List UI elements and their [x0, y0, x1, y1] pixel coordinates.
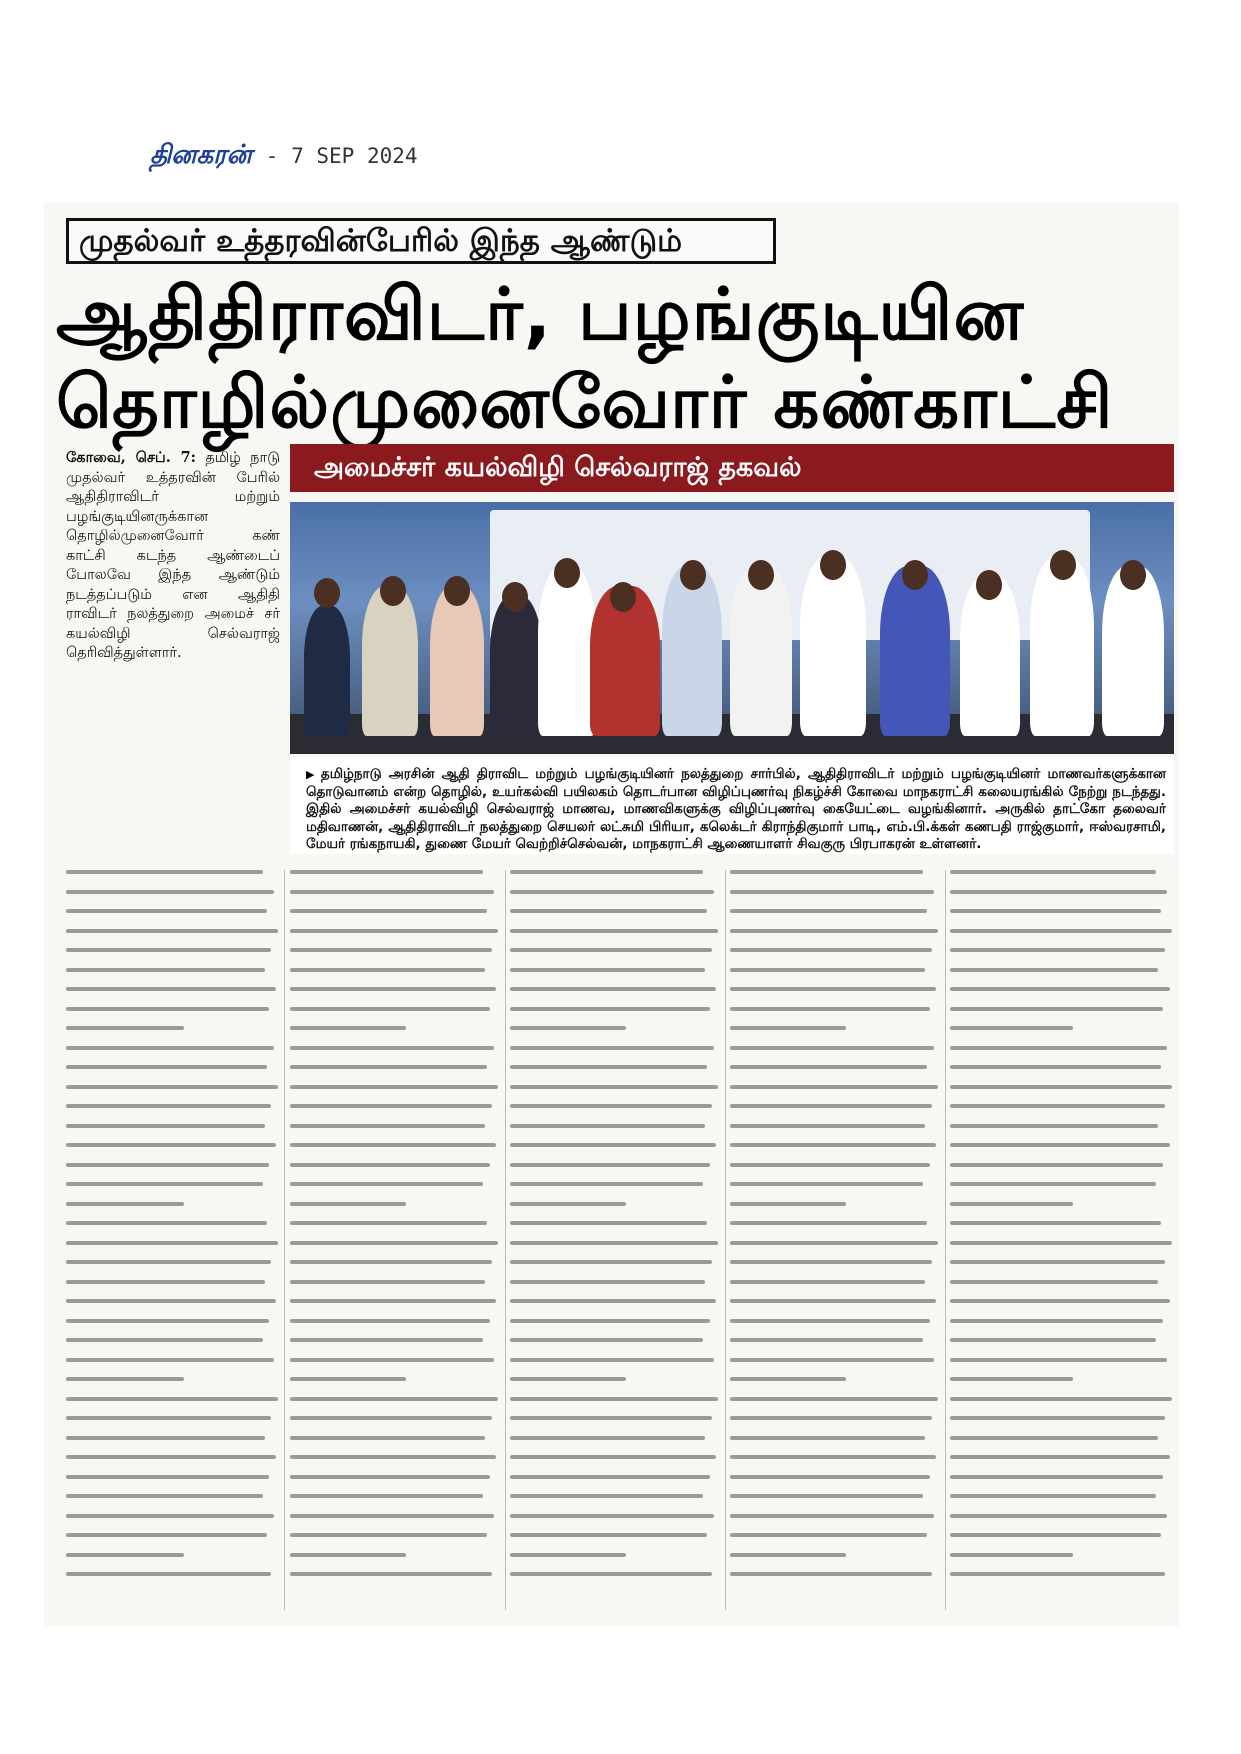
text-line: [290, 1572, 492, 1576]
text-line: [290, 1416, 492, 1420]
text-line: [510, 1085, 718, 1089]
text-line: [950, 1475, 1163, 1479]
text-line: [950, 968, 1158, 972]
text-line: [730, 1182, 923, 1186]
masthead: [150, 140, 418, 180]
caption-text: தமிழ்நாடு அரசின் ஆதி திராவிட மற்றும் பழங்குடியினர் நலத்துறை சார்பில், ஆதிதிராவிடர் மற்றும் பழங்குடியினர் மாணவர்களுக்கான தொடுவானம் என்ற தொழில், உயர்கல்வி பயிலகம் தொடர்பான விழிப்புணர்வு நிகழ்ச்சி கோவை மாநகராட்சி கலையரங்கில் நேற்று நடந்தது. இதில் அமைச்சர் கயல்விழி செல்வராஜ் மாணவ, மாணவிகளுக்கு விழிப்புணர்வு கையேட்டை வழங்கினார். அருகில் தாட்கோ தலைவர் மதிவாணன், ஆதிதிராவிடர் நலத்துறை செயலர் லட்சுமி பிரியா, கலெக்டர் கிராந்திகுமார் பாடி, எம்.பி.க்கள் கணபதி ராஜ்குமார், ஈஸ்வரசாமி, மேயர் ரங்கநாயகி, துணை மேயர் வெற்றிச்செல்வன், மாநகராட்சி ஆணையாளர் சிவகுரு பிரபாகரன் உள்ளனர்.: [306, 766, 1166, 852]
text-line: [510, 1397, 718, 1401]
text-line: [950, 1299, 1170, 1303]
text-line: [730, 1553, 846, 1557]
text-line: [510, 1007, 710, 1011]
text-line: [950, 909, 1161, 913]
text-line: [730, 1026, 846, 1030]
text-line: [290, 1007, 490, 1011]
text-line: [290, 1260, 492, 1264]
text-line: [950, 1143, 1170, 1147]
text-line: [66, 1124, 265, 1128]
text-line: [950, 1338, 1156, 1342]
text-line: [290, 1455, 496, 1459]
text-line: [66, 1202, 184, 1206]
text-line: [66, 1514, 274, 1518]
lead-text: தமிழ் நாடு முதல்வர் உத்தரவின் பேரில் ஆதிதிராவிடர் மற்றும் பழங்குடியினருக்கான தொழில்முனைவோர் கண் காட்சி கடந்த ஆண்டைப் போலவே இந்த ஆண்டும் நடத்தப்படும் என ஆதிதி ராவிடர் நலத்துறை அமைச் சர் கயல்விழி செல்வராஜ் தெரிவித்துள்ளார்.: [66, 450, 281, 661]
text-line: [730, 1202, 846, 1206]
text-line: [290, 1475, 490, 1479]
text-line: [66, 1221, 267, 1225]
person-head: [1120, 560, 1146, 590]
text-line: [290, 1338, 483, 1342]
text-line: [510, 1143, 716, 1147]
text-line: [66, 1338, 263, 1342]
text-line: [730, 1046, 934, 1050]
text-line: [950, 1572, 1165, 1576]
text-line: [730, 987, 936, 991]
text-line: [290, 929, 498, 933]
person-figure: [880, 566, 950, 736]
text-line: [730, 1572, 932, 1576]
person-figure: [304, 606, 350, 736]
person-head: [902, 560, 928, 590]
publication-date: - 7 SEP 2024: [265, 144, 418, 168]
text-line: [290, 1299, 496, 1303]
text-line: [730, 1085, 938, 1089]
text-line: [950, 1163, 1163, 1167]
column-divider: [505, 870, 506, 1610]
text-line: [950, 1455, 1170, 1459]
text-line: [950, 870, 1156, 874]
text-line: [66, 1319, 269, 1323]
text-line: [510, 1436, 705, 1440]
text-line: [290, 1143, 496, 1147]
text-line: [510, 1319, 710, 1323]
text-line: [730, 968, 925, 972]
text-line: [66, 890, 274, 894]
text-line: [290, 1553, 406, 1557]
kicker-headline: முதல்வர் உத்தரவின்பேரில் இந்த ஆண்டும்: [66, 218, 776, 264]
text-line: [290, 1397, 498, 1401]
text-line: [730, 1494, 923, 1498]
person-figure: [1102, 566, 1164, 736]
text-line: [510, 1416, 712, 1420]
text-line: [950, 1319, 1163, 1323]
text-line: [950, 1514, 1167, 1518]
text-line: [950, 1533, 1161, 1537]
person-head: [748, 560, 774, 590]
text-line: [950, 1553, 1073, 1557]
text-line: [290, 890, 494, 894]
text-line: [290, 968, 485, 972]
text-line: [66, 1358, 274, 1362]
text-line: [510, 1299, 716, 1303]
text-line: [730, 870, 923, 874]
text-line: [950, 1124, 1158, 1128]
text-line: [66, 1241, 278, 1245]
text-line: [510, 948, 712, 952]
text-line: [730, 1143, 936, 1147]
person-figure: [362, 586, 418, 736]
text-line: [510, 1065, 707, 1069]
text-line: [66, 1046, 274, 1050]
text-line: [66, 1280, 265, 1284]
body-column-3: [510, 870, 720, 1610]
text-line: [510, 870, 703, 874]
text-line: [510, 1358, 714, 1362]
text-line: [510, 1046, 714, 1050]
text-line: [290, 1124, 485, 1128]
text-line: [510, 1377, 626, 1381]
text-line: [510, 1124, 705, 1128]
main-headline-line-2: தொழில்முனைவோர் கண்காட்சி: [56, 360, 1114, 444]
text-line: [950, 1104, 1165, 1108]
text-line: [730, 890, 934, 894]
text-line: [950, 1397, 1172, 1401]
text-line: [66, 1299, 276, 1303]
text-line: [290, 1514, 494, 1518]
text-line: [66, 968, 265, 972]
text-line: [290, 1202, 406, 1206]
person-head: [976, 570, 1002, 600]
text-line: [66, 1182, 263, 1186]
text-line: [290, 1319, 490, 1323]
text-line: [730, 1377, 846, 1381]
text-line: [510, 890, 714, 894]
text-line: [290, 909, 487, 913]
text-line: [730, 1358, 934, 1362]
text-line: [730, 1397, 938, 1401]
text-line: [730, 1221, 927, 1225]
caption-marker-icon: ▶: [306, 768, 317, 781]
text-line: [290, 1377, 406, 1381]
text-line: [510, 987, 716, 991]
person-head: [554, 558, 580, 588]
text-line: [290, 1494, 483, 1498]
person-figure: [430, 586, 484, 736]
photo-caption: [290, 758, 1174, 854]
text-line: [510, 1553, 626, 1557]
person-figure: [960, 576, 1020, 736]
body-column-1: [66, 870, 280, 1610]
text-line: [510, 909, 707, 913]
person-head: [1050, 550, 1076, 580]
text-line: [950, 1182, 1156, 1186]
person-figure: [1030, 556, 1094, 736]
event-photo: [290, 502, 1174, 754]
text-line: [950, 1046, 1167, 1050]
person-figure: [662, 566, 722, 736]
text-line: [510, 1104, 712, 1108]
lead-paragraph: [66, 448, 280, 664]
text-line: [290, 1241, 498, 1245]
text-line: [66, 909, 267, 913]
text-line: [510, 1202, 626, 1206]
text-line: [66, 1436, 265, 1440]
text-line: [66, 929, 278, 933]
text-line: [950, 1436, 1158, 1440]
text-line: [66, 1260, 271, 1264]
person-head: [314, 578, 340, 608]
person-head: [380, 576, 406, 606]
text-line: [290, 1436, 485, 1440]
text-line: [730, 1533, 927, 1537]
text-line: [950, 1377, 1073, 1381]
text-line: [950, 1416, 1165, 1420]
person-figure: [490, 596, 542, 736]
column-divider: [284, 870, 285, 1610]
text-line: [510, 1241, 718, 1245]
text-line: [730, 1436, 925, 1440]
text-line: [950, 1260, 1165, 1264]
text-line: [730, 1163, 930, 1167]
text-line: [290, 1358, 494, 1362]
text-line: [950, 1202, 1073, 1206]
text-line: [290, 1221, 487, 1225]
text-line: [290, 1533, 487, 1537]
text-line: [510, 1026, 626, 1030]
text-line: [730, 1338, 923, 1342]
text-line: [730, 1124, 925, 1128]
text-line: [66, 1553, 184, 1557]
text-line: [290, 1163, 490, 1167]
text-line: [66, 1143, 276, 1147]
text-line: [950, 1221, 1161, 1225]
text-line: [510, 1494, 703, 1498]
text-line: [290, 1026, 406, 1030]
person-head: [610, 582, 636, 612]
text-line: [510, 929, 718, 933]
text-line: [950, 1280, 1158, 1284]
text-line: [66, 1065, 267, 1069]
text-line: [290, 1065, 487, 1069]
column-divider: [945, 870, 946, 1610]
text-line: [730, 909, 927, 913]
text-line: [950, 1494, 1156, 1498]
subheadline-banner: அமைச்சர் கயல்விழி செல்வராஜ் தகவல்: [290, 444, 1174, 492]
text-line: [510, 1514, 714, 1518]
text-line: [290, 1085, 498, 1089]
text-line: [66, 987, 276, 991]
text-line: [510, 1475, 710, 1479]
text-line: [730, 1065, 927, 1069]
text-line: [730, 1455, 936, 1459]
text-line: [950, 1007, 1163, 1011]
text-line: [510, 968, 705, 972]
text-line: [66, 1377, 184, 1381]
text-line: [730, 1104, 932, 1108]
text-line: [730, 929, 938, 933]
text-line: [730, 1007, 930, 1011]
column-divider: [725, 870, 726, 1610]
person-head: [444, 576, 470, 606]
person-figure: [800, 556, 866, 736]
text-line: [66, 1416, 271, 1420]
text-line: [66, 1397, 278, 1401]
text-line: [730, 1319, 930, 1323]
person-figure: [538, 566, 596, 736]
text-line: [66, 1104, 271, 1108]
text-line: [290, 1280, 485, 1284]
text-line: [950, 1085, 1172, 1089]
text-line: [510, 1572, 712, 1576]
text-line: [730, 1260, 932, 1264]
text-line: [66, 1494, 263, 1498]
text-line: [730, 1241, 938, 1245]
text-line: [66, 1572, 271, 1576]
text-line: [66, 1455, 276, 1459]
person-figure: [730, 566, 792, 736]
text-line: [950, 987, 1170, 991]
text-line: [290, 987, 496, 991]
body-column-2: [290, 870, 500, 1610]
text-line: [290, 1046, 494, 1050]
text-line: [290, 1104, 492, 1108]
person-head: [820, 550, 846, 580]
text-line: [290, 1182, 483, 1186]
text-line: [950, 1026, 1073, 1030]
text-line: [66, 1026, 184, 1030]
text-line: [510, 1338, 703, 1342]
text-line: [950, 1065, 1161, 1069]
text-line: [950, 1241, 1172, 1245]
text-line: [510, 1182, 703, 1186]
dateline: கோவை, செப். 7:: [66, 449, 197, 466]
text-line: [66, 870, 263, 874]
text-line: [66, 1163, 269, 1167]
text-line: [730, 1416, 932, 1420]
body-column-5: [950, 870, 1174, 1610]
text-line: [66, 1533, 267, 1537]
body-column-4: [730, 870, 940, 1610]
text-line: [730, 1475, 930, 1479]
text-line: [66, 1007, 269, 1011]
text-line: [730, 1514, 934, 1518]
person-head: [680, 560, 706, 590]
person-head: [502, 582, 528, 612]
text-line: [730, 1299, 936, 1303]
text-line: [510, 1260, 712, 1264]
text-line: [510, 1163, 710, 1167]
text-line: [950, 929, 1172, 933]
text-line: [510, 1221, 707, 1225]
text-line: [66, 1475, 269, 1479]
text-line: [950, 948, 1165, 952]
text-line: [950, 890, 1167, 894]
text-line: [290, 948, 492, 952]
text-line: [66, 948, 271, 952]
text-line: [510, 1280, 705, 1284]
text-line: [66, 1085, 278, 1089]
text-line: [730, 1280, 925, 1284]
text-line: [510, 1533, 707, 1537]
text-line: [510, 1455, 716, 1459]
newspaper-name: தினகரன்: [150, 140, 252, 170]
text-line: [950, 1358, 1167, 1362]
text-line: [290, 870, 483, 874]
text-line: [730, 948, 932, 952]
main-headline-line-1: ஆதிதிராவிடர், பழங்குடியின: [56, 272, 1025, 356]
